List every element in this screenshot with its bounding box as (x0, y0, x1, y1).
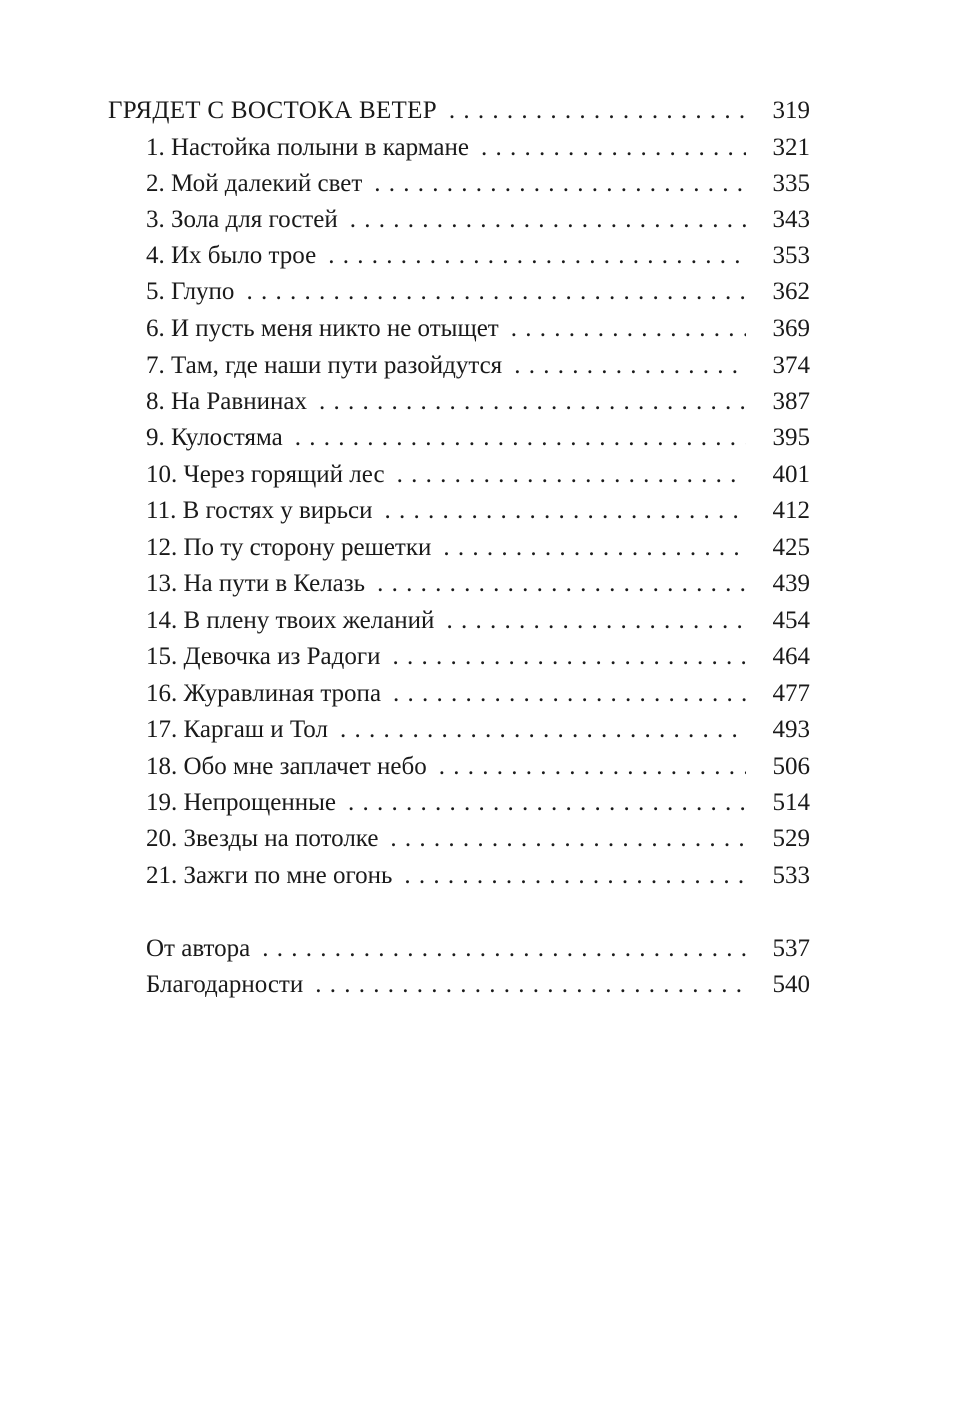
toc-entry-page: 335 (772, 170, 810, 197)
toc-entry-page: 506 (772, 753, 810, 780)
toc-entry-page: 395 (772, 424, 810, 451)
toc-entry-title: 8. На Равнинах (146, 388, 307, 415)
toc-chapter-entry (146, 169, 810, 199)
toc-entry-page: 401 (772, 461, 810, 488)
toc-backmatter-entry (146, 970, 810, 1000)
toc-chapter-entry (146, 533, 810, 563)
toc-entry-title: 18. Обо мне заплачет небо (146, 753, 427, 780)
toc-entry-title: 1. Настойка полыни в кармане (146, 134, 469, 161)
toc-entry-page: 439 (772, 570, 810, 597)
toc-chapter-entry (146, 423, 810, 453)
toc-entry-page: 353 (772, 242, 810, 269)
dot-leader (262, 934, 746, 964)
toc-entry-page: 321 (772, 134, 810, 161)
toc-entry-page: 412 (772, 497, 810, 524)
dot-leader (514, 351, 746, 381)
toc-entry-page: 369 (772, 315, 810, 342)
toc-entry-title: 7. Там, где наши пути разойдутся (146, 352, 503, 379)
toc-chapter-entry (146, 679, 810, 709)
toc-chapter-entry (146, 642, 810, 672)
toc-entry-title: 9. Кулостяма (146, 424, 283, 451)
toc-entry-title: 13. На пути в Келазь (146, 570, 366, 597)
toc-chapter-entry (146, 606, 810, 636)
toc-backmatter-entry (146, 934, 810, 964)
toc-chapter-entry (146, 387, 810, 417)
toc-entry-page: 533 (772, 862, 810, 889)
toc-entry-title: 12. По ту сторону решетки (146, 534, 432, 561)
toc-entry-title: 4. Их было трое (146, 242, 317, 269)
dot-leader (393, 642, 747, 672)
toc-entry-page: 387 (772, 388, 810, 415)
toc-chapter-entry (146, 205, 810, 235)
toc-chapter-entry (146, 133, 810, 163)
toc-entry-title: 16. Журавлиная тропа (146, 680, 382, 707)
toc-entry-page: 362 (772, 278, 810, 305)
toc-entry-page: 514 (772, 789, 810, 816)
toc-entry-page: 425 (772, 534, 810, 561)
toc-entry-title: 2. Мой далекий свет (146, 170, 363, 197)
dot-leader (449, 96, 746, 126)
dot-leader (511, 314, 746, 344)
dot-leader (443, 533, 746, 563)
toc-entry-title: Благодарности (146, 971, 304, 998)
toc-entry-page: 477 (772, 680, 810, 707)
toc-entry-page: 343 (772, 206, 810, 233)
toc-entry-title: 3. Зола для гостей (146, 206, 338, 233)
toc-entry-page: 464 (772, 643, 810, 670)
toc-entry-title: 19. Непрощенные (146, 789, 337, 816)
toc-entry-title: ГРЯДЕТ С ВОСТОКА ВЕТЕР (108, 97, 437, 124)
dot-leader (319, 387, 746, 417)
toc-entry-title: 17. Каргаш и Тол (146, 716, 328, 743)
toc-chapter-entry (146, 824, 810, 854)
toc-chapter-entry (146, 460, 810, 490)
toc-entry-page: 529 (772, 825, 810, 852)
dot-leader (439, 752, 746, 782)
dot-leader (374, 169, 746, 199)
dot-leader (350, 205, 746, 235)
toc-chapter-entry (146, 715, 810, 745)
toc-chapter-entry (146, 277, 810, 307)
toc-entry-page: 537 (772, 935, 810, 962)
toc-chapter-entry (146, 861, 810, 891)
toc-entry-title: 5. Глупо (146, 278, 235, 305)
toc-entry-title: От автора (146, 935, 251, 962)
toc-entry-page: 493 (772, 716, 810, 743)
toc-chapter-entry (146, 752, 810, 782)
toc-chapter-entry (146, 496, 810, 526)
dot-leader (385, 496, 746, 526)
toc-entry-page: 374 (772, 352, 810, 379)
dot-leader (328, 241, 746, 271)
dot-leader (377, 569, 746, 599)
toc-chapter-entry (146, 569, 810, 599)
dot-leader (315, 970, 746, 1000)
toc-entry-title: 20. Звезды на потолке (146, 825, 379, 852)
toc-chapter-entry (146, 314, 810, 344)
dot-leader (340, 715, 746, 745)
toc-entry-title: 6. И пусть меня никто не отыщет (146, 315, 499, 342)
dot-leader (393, 679, 746, 709)
toc-chapter-entry (146, 788, 810, 818)
toc-chapter-entry (146, 241, 810, 271)
toc-entry-page: 319 (772, 97, 810, 124)
dot-leader (404, 861, 746, 891)
dot-leader (295, 423, 746, 453)
toc-entry-page: 454 (772, 607, 810, 634)
dot-leader (390, 824, 746, 854)
toc-entry-title: 15. Девочка из Радоги (146, 643, 381, 670)
toc-entry-title: 14. В плену твоих желаний (146, 607, 435, 634)
dot-leader (246, 277, 746, 307)
dot-leader (446, 606, 746, 636)
dot-leader (397, 460, 746, 490)
toc-entry-page: 540 (772, 971, 810, 998)
dot-leader (348, 788, 746, 818)
toc-entry-title: 11. В гостях у вирьси (146, 497, 373, 524)
toc-entry-title: 10. Через горящий лес (146, 461, 385, 488)
dot-leader (481, 133, 746, 163)
toc-chapter-entry (146, 351, 810, 381)
toc-entry-title: 21. Зажги по мне огонь (146, 862, 393, 889)
toc-part-entry (108, 96, 810, 126)
